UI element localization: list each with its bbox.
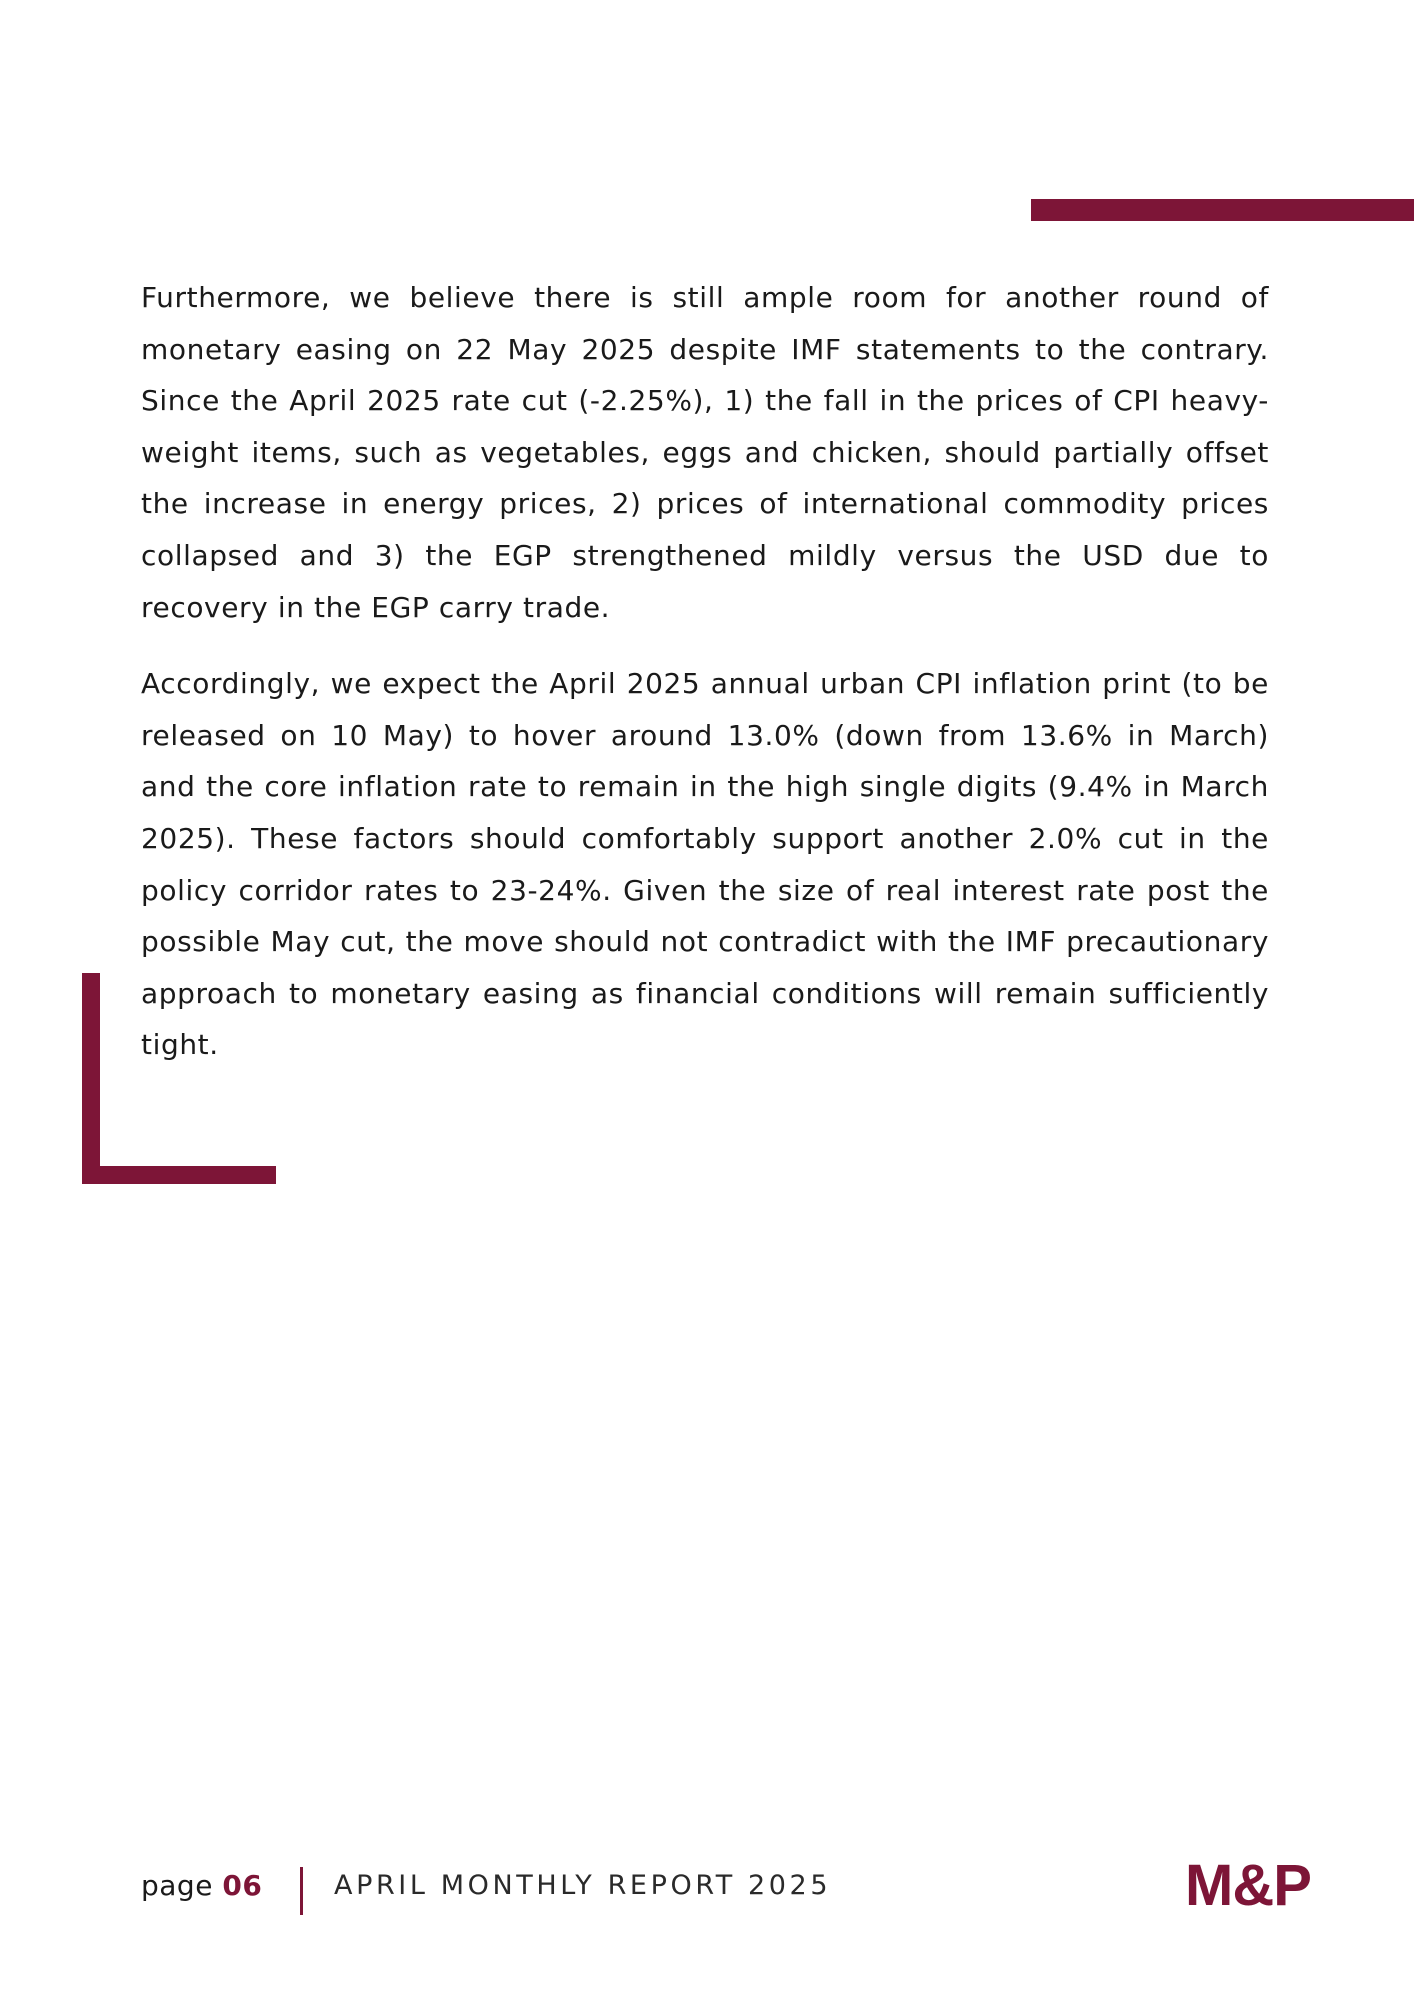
report-body	[141, 272, 1269, 1096]
top-accent-bar	[1031, 199, 1414, 221]
body-paragraph: Accordingly, we expect the April 2025 annual urban CPI inflation print (to be released on 10 May) to hover around 13.0% (down from 13.6% in March) and the core inflation rate to remain in the high single digits (9.4% in March 2025). These factors should comfortably support another 2.0% cut in the policy corridor rates to 23-24%. Given the size of real interest rate post the possible May cut, the move should not contradict with the IMF precautionary approach to monetary easing as financial conditions will remain sufficiently tight.	[141, 667, 1269, 1062]
brand-logo: M&P	[1185, 1853, 1311, 1918]
page-indicator	[141, 1864, 262, 1908]
footer-divider	[300, 1867, 303, 1915]
page-number: 06	[222, 1869, 263, 1902]
report-title: APRIL MONTHLY REPORT 2025	[334, 1870, 832, 1901]
page-label: page	[141, 1869, 213, 1902]
body-paragraph: Furthermore, we believe there is still ample room for another round of monetary easing on 22 May 2025 despite IMF statements to the contrary. Since the April 2025 rate cut (-2.25%), 1) the fall in the prices of CPI heavy-weight items, such as vegetables, eggs and chicken, should partially offset the increase in energy prices, 2) prices of international commodity prices collapsed and 3) the EGP strengthened mildly versus the USD due to recovery in the EGP carry trade.	[141, 281, 1269, 624]
page-footer	[141, 1853, 1361, 1918]
